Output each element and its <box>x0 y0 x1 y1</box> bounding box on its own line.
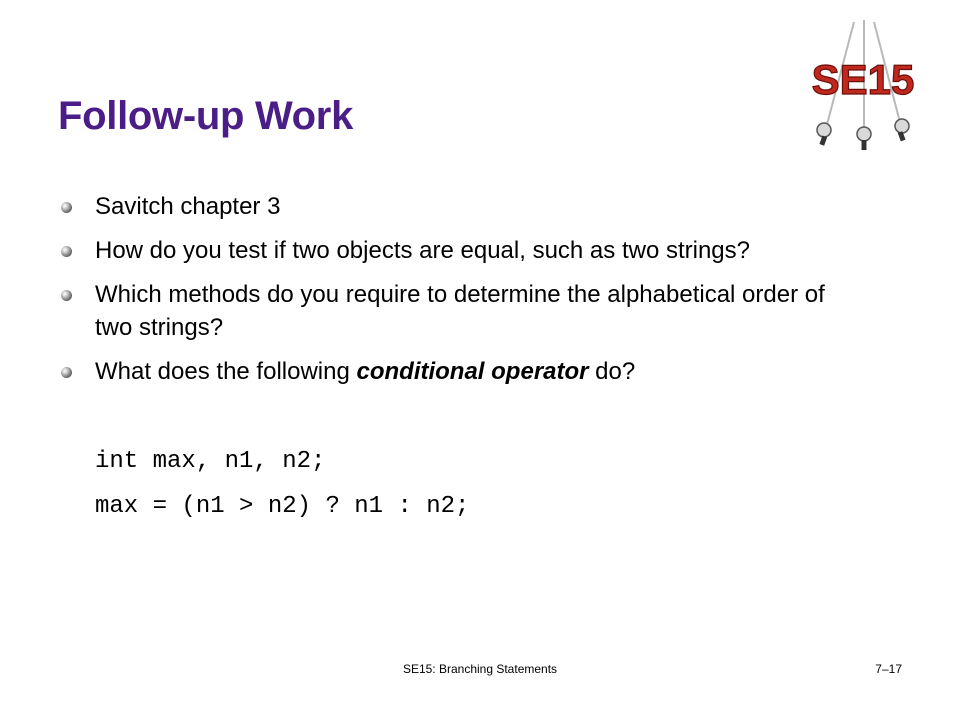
code-line: max = (n1 > n2) ? n1 : n2; <box>95 493 470 520</box>
bullet-dot-icon <box>61 367 72 378</box>
bullet-item <box>60 190 860 223</box>
bullet-text-after: do? <box>588 358 636 385</box>
bullet-item <box>60 278 860 344</box>
se15-logo <box>796 18 930 162</box>
logo-text: SE15 <box>811 56 915 103</box>
footer-title: SE15: Branching Statements <box>402 662 558 676</box>
code-line: int max, n1, n2; <box>95 448 326 475</box>
slide-title: Follow-up Work <box>58 94 354 138</box>
bullet-text: Which methods do you require to determine the alphabetical order of two strings? <box>95 281 825 341</box>
bullet-text: How do you test if two objects are equal, such as two strings? <box>95 237 750 264</box>
bullet-item <box>60 234 860 267</box>
bullet-text: Savitch chapter 3 <box>95 193 281 220</box>
bullet-item <box>60 355 860 388</box>
bullet-dot-icon <box>61 246 72 257</box>
bullet-text-before: What does the following <box>95 358 357 385</box>
page-number: 7–17 <box>875 662 902 676</box>
bullet-dot-icon <box>61 202 72 213</box>
bullet-emphasis: conditional operator <box>356 358 589 385</box>
bullet-dot-icon <box>61 290 72 301</box>
bullet-list <box>60 190 860 399</box>
